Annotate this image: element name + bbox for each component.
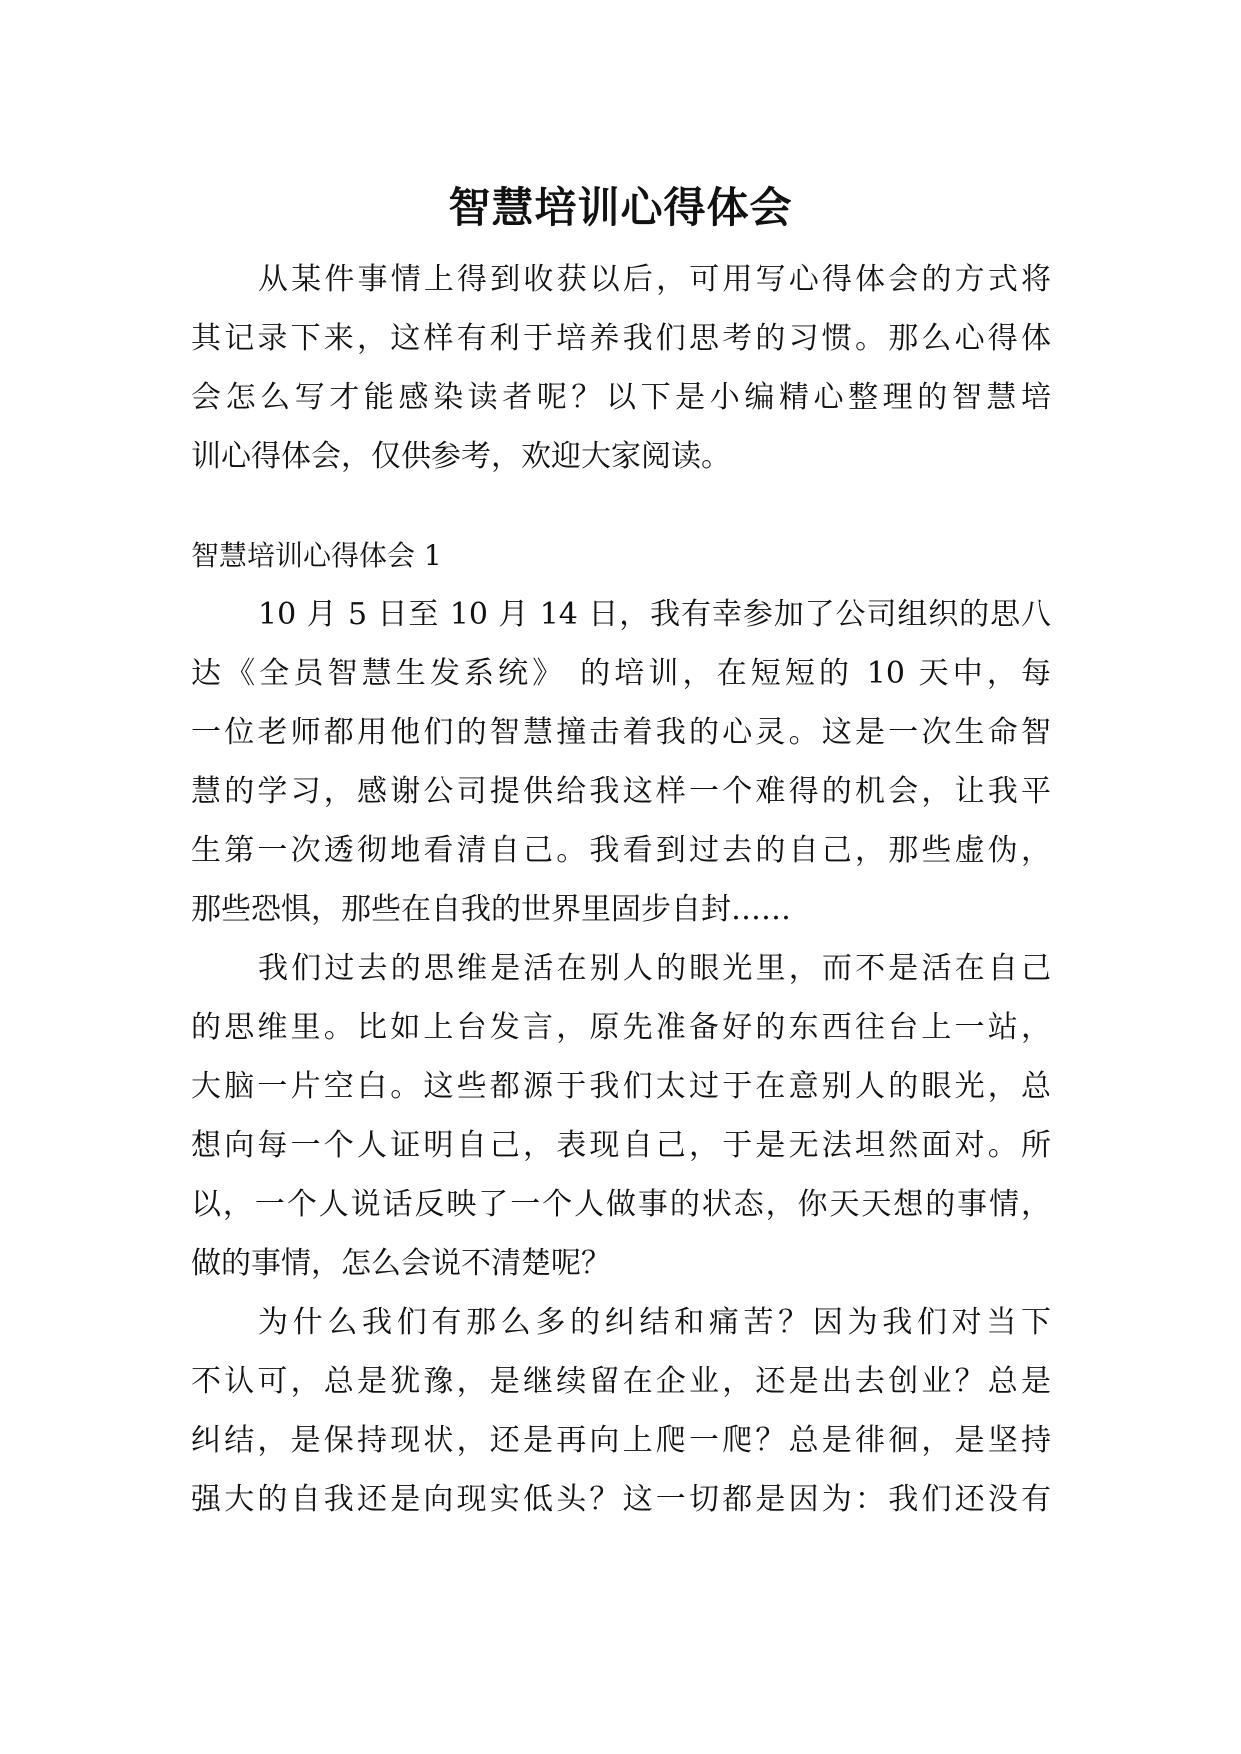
text-line: 的思维里。比如上台发言，原先准备好的东西往台上一站，	[191, 1010, 1051, 1045]
text-line: 纠结，是保持现状，还是再向上爬一爬？总是徘徊，是坚持	[191, 1423, 1051, 1458]
text-line: 不认可，总是犹豫，是继续留在企业，还是出去创业？总是	[191, 1364, 1051, 1399]
text-line: 强大的自我还是向现实低头？这一切都是因为：我们还没有	[191, 1482, 1051, 1517]
text-line: 10 月 5 日至 10 月 14 日，我有幸参加了公司组织的思八	[258, 597, 1051, 632]
text-line: 会怎么写才能感染读者呢？以下是小编精心整理的智慧培	[191, 380, 1051, 415]
text-line: 大脑一片空白。这些都源于我们太过于在意别人的眼光，总	[191, 1069, 1051, 1104]
text-line: 想向每一个人证明自己，表现自己，于是无法坦然面对。所	[191, 1128, 1051, 1163]
page-title: 智慧培训心得体会	[448, 183, 793, 233]
section-heading: 智慧培训心得体会 1	[191, 539, 442, 572]
text-line: 训心得体会，仅供参考，欢迎大家阅读。	[191, 439, 731, 474]
text-line: 一位老师都用他们的智慧撞击着我的心灵。这是一次生命智	[191, 715, 1051, 750]
text-line: 生第一次透彻地看清自己。我看到过去的自己，那些虚伪，	[191, 833, 1051, 868]
text-line: 做的事情，怎么会说不清楚呢？	[191, 1246, 611, 1281]
text-line: 为什么我们有那么多的纠结和痛苦？因为我们对当下	[258, 1305, 1051, 1340]
text-line: 慧的学习，感谢公司提供给我这样一个难得的机会，让我平	[191, 774, 1051, 809]
text-line: 那些恐惧，那些在自我的世界里固步自封……	[191, 892, 791, 927]
text-line: 我们过去的思维是活在别人的眼光里，而不是活在自己	[258, 951, 1051, 986]
text-line: 从某件事情上得到收获以后，可用写心得体会的方式将	[258, 262, 1051, 297]
text-line: 达《全员智慧生发系统》 的培训，在短短的 10 天中，每	[191, 656, 1051, 691]
text-line: 以，一个人说话反映了一个人做事的状态，你天天想的事情，	[191, 1187, 1051, 1222]
text-line: 其记录下来，这样有利于培养我们思考的习惯。那么心得体	[191, 321, 1051, 356]
